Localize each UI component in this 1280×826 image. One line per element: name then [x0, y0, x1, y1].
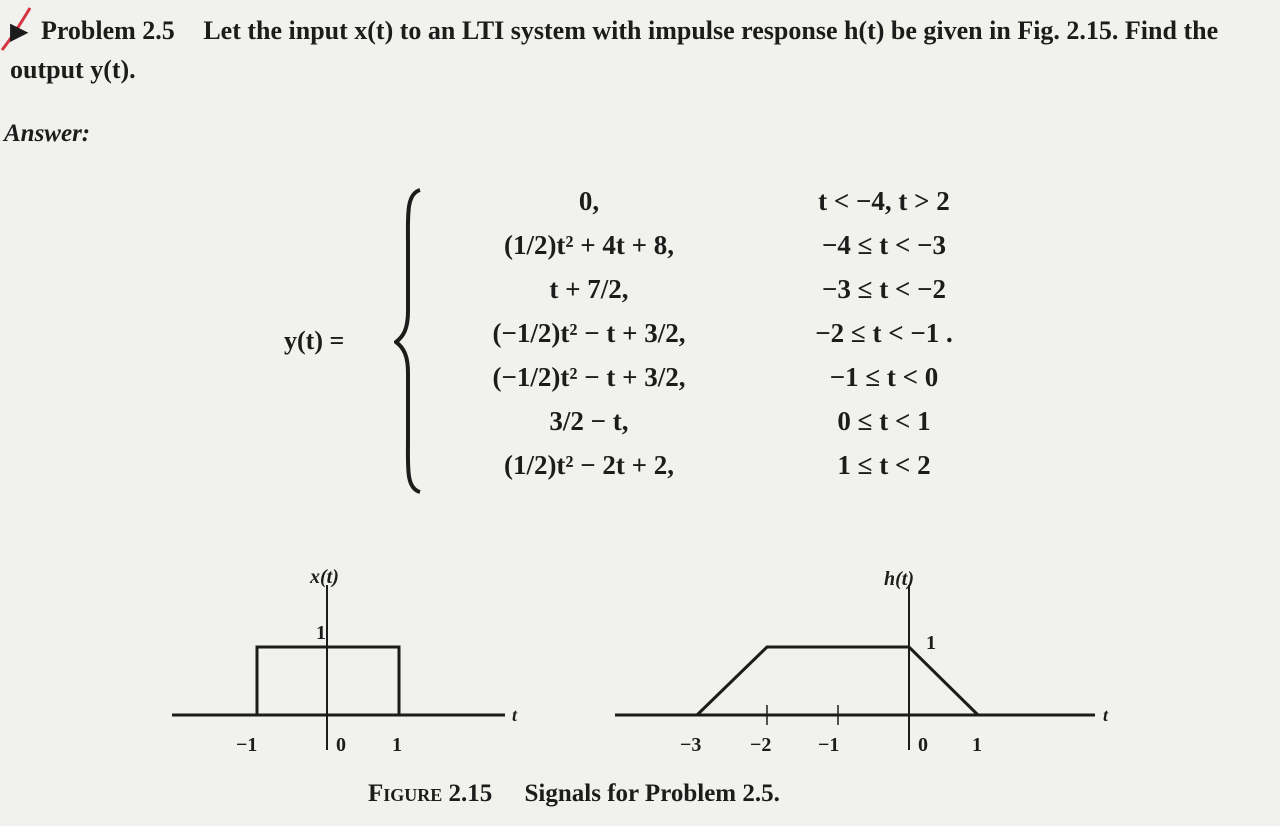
- case-row: [424, 186, 1024, 230]
- figure-2-15: [0, 555, 1280, 775]
- case-condition: t < −4, t > 2: [818, 186, 950, 216]
- case-condition: 1 ≤ t < 2: [837, 450, 931, 480]
- answer-label: Answer:: [4, 120, 91, 147]
- case-condition: −1 ≤ t < 0: [829, 362, 939, 392]
- case-condition: −2 ≤ t < −1 .: [815, 318, 953, 348]
- figure-caption-text: Signals for Problem 2.5.: [524, 780, 780, 807]
- problem-text: Let the input x(t) to an LTI system with impulse response h(t) be given in Fig. 2.15. Find the output y(t).: [10, 16, 1219, 84]
- h-plot-axis-variable: t: [1103, 705, 1109, 725]
- h-plot-tick-label: −1: [818, 734, 840, 756]
- left-brace: [394, 186, 424, 496]
- x-plot-tick-label: 1: [392, 734, 402, 756]
- triangle-bullet-icon: ▶: [10, 19, 29, 45]
- piecewise-equation: [284, 186, 1044, 496]
- x-signal-plot: [172, 566, 518, 756]
- problem-statement: [10, 12, 1275, 89]
- x-plot-tick-label: 0: [336, 734, 346, 756]
- problem-label: Problem 2.5: [40, 16, 175, 45]
- x-plot-axis-variable: t: [512, 705, 518, 725]
- case-row: [424, 318, 1024, 362]
- case-expression: 0,: [578, 186, 600, 216]
- figure-caption: [368, 780, 780, 808]
- h-plot-tick-label: 0: [918, 734, 928, 756]
- case-row: [424, 230, 1024, 274]
- h-plot-amplitude-label: 1: [926, 632, 936, 654]
- case-condition: 0 ≤ t < 1: [837, 406, 931, 436]
- h-plot-tick-label: −3: [680, 734, 702, 756]
- h-plot-title: h(t): [884, 568, 914, 590]
- x-plot-tick-label: −1: [236, 734, 258, 756]
- case-expression: (−1/2)t² − t + 3/2,: [492, 318, 686, 348]
- case-expression: (−1/2)t² − t + 3/2,: [492, 362, 686, 392]
- figure-caption-label: Figure 2.15: [368, 780, 493, 807]
- case-condition: −4 ≤ t < −3: [822, 230, 946, 260]
- h-signal-plot: [615, 568, 1109, 756]
- case-expression: t + 7/2,: [549, 274, 629, 304]
- h-plot-tick-label: −2: [750, 734, 772, 756]
- case-row: [424, 450, 1024, 494]
- case-row: [424, 362, 1024, 406]
- x-plot-amplitude-label: 1: [316, 622, 326, 644]
- case-expression: (1/2)t² − 2t + 2,: [503, 450, 675, 480]
- equation-lhs: y(t) =: [284, 326, 345, 355]
- case-condition: −3 ≤ t < −2: [822, 274, 946, 304]
- h-plot-tick-label: 1: [972, 734, 982, 756]
- case-expression: 3/2 − t,: [549, 406, 629, 436]
- case-row: [424, 274, 1024, 318]
- x-plot-title: x(t): [310, 566, 339, 588]
- case-expression: (1/2)t² + 4t + 8,: [503, 230, 675, 260]
- h-signal-curve: [697, 647, 978, 715]
- case-row: [424, 406, 1024, 450]
